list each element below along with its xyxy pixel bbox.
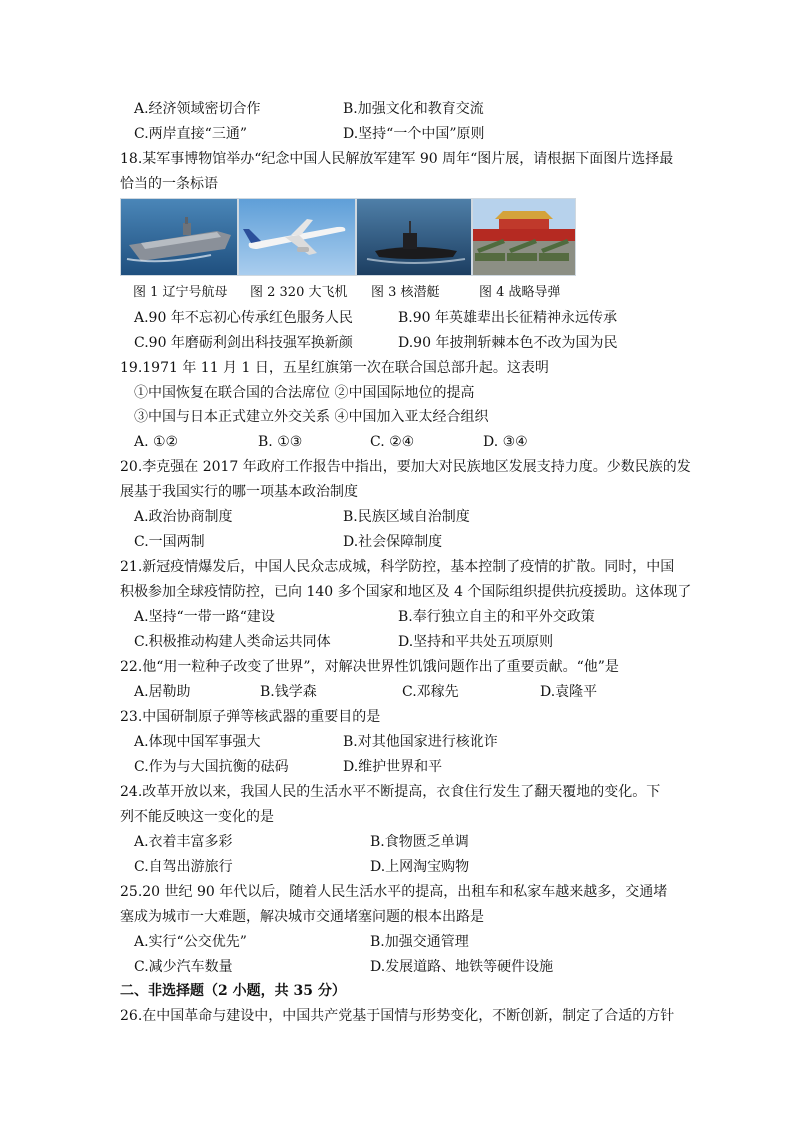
q17-option-c: C.两岸直接“三通” (134, 126, 247, 142)
q20-option-b: B.民族区域自治制度 (343, 509, 470, 525)
q19-stem: 19.1971 年 11 月 1 日，五星红旗第一次在联合国总部升起。这表明 (120, 360, 549, 376)
q19-items-line2: ③中国与日本正式建立外交关系 ④中国加入亚太经合组织 (134, 409, 489, 425)
q25-option-c: C.减少汽车数量 (134, 959, 233, 975)
q25-option-a: A.实行“公交优先” (134, 934, 247, 950)
airliner-photo (238, 198, 356, 276)
q19-option-b: B. ①③ (258, 434, 303, 450)
figure-caption-1: 图 1 辽宁号航母 (133, 285, 228, 300)
q24-option-a: A.衣着丰富多彩 (134, 834, 233, 850)
q25-stem-line2: 塞成为城市一大难题，解决城市交通堵塞问题的根本出路是 (120, 909, 484, 925)
q18-option-a: A.90 年不忘初心传承红色服务人民 (134, 310, 353, 326)
aircraft-carrier-photo (120, 198, 238, 276)
q25-option-d: D.发展道路、地铁等硬件设施 (370, 959, 554, 975)
q24-option-c: C.自驾出游旅行 (134, 859, 233, 875)
figure-caption-2: 图 2 320 大飞机 (250, 285, 348, 300)
q25-stem-line1: 25.20 世纪 90 年代以后，随着人民生活水平的提高，出租车和私家车越来越多，交通堵 (120, 884, 668, 900)
section-heading: 二、非选择题（2 小题，共 35 分） (120, 983, 346, 999)
q20-option-d: D.社会保障制度 (343, 534, 443, 550)
q17-option-a: A.经济领域密切合作 (134, 101, 261, 117)
q18-option-b: B.90 年英雄辈出长征精神永远传承 (398, 310, 618, 326)
q24-option-d: D.上网淘宝购物 (370, 859, 470, 875)
q23-stem: 23.中国研制原子弹等核武器的重要目的是 (120, 709, 381, 725)
q25-option-b: B.加强交通管理 (370, 934, 469, 950)
q19-option-c: C. ②④ (370, 434, 415, 450)
q20-stem-line1: 20.李克强在 2017 年政府工作报告中指出，要加大对民族地区发展支持力度。少数民族的发 (120, 459, 691, 475)
q24-option-b: B.食物匮乏单调 (370, 834, 469, 850)
q19-option-a: A. ①② (134, 434, 179, 450)
figure-caption-3: 图 3 核潜艇 (371, 285, 440, 300)
q21-option-c: C.积极推动构建人类命运共同体 (134, 634, 331, 650)
q23-option-d: D.维护世界和平 (343, 759, 443, 775)
q18-option-c: C.90 年磨砺利剑出科技强军换新颜 (134, 335, 353, 351)
q23-option-b: B.对其他国家进行核讹诈 (343, 734, 498, 750)
figure-caption-4: 图 4 战略导弹 (479, 285, 561, 300)
q21-stem-line2: 积极参加全球疫情防控，已向 140 多个国家和地区及 4 个国际组织提供抗疫援助。这体现了 (120, 584, 692, 600)
q18-stem-line2: 恰当的一条标语 (120, 176, 218, 192)
q21-stem-line1: 21.新冠疫情爆发后，中国人民众志成城，科学防控，基本控制了疫情的扩散。同时，中国 (120, 559, 675, 575)
q22-option-c: C.邓稼先 (402, 684, 459, 700)
submarine-photo (356, 198, 472, 276)
q26-stem-line1: 26.在中国革命与建设中，中国共产党基于国情与形势变化，不断创新，制定了合适的方针 (120, 1008, 675, 1024)
q23-option-a: A.体现中国军事强大 (134, 734, 261, 750)
q20-stem-line2: 展基于我国实行的哪一项基本政治制度 (120, 484, 358, 500)
q23-option-c: C.作为与大国抗衡的砝码 (134, 759, 289, 775)
q22-stem: 22.他“用一粒种子改变了世界”，对解决世界性饥饿问题作出了重要贡献。“他”是 (120, 659, 619, 675)
q20-option-a: A.政治协商制度 (134, 509, 233, 525)
q22-option-d: D.袁隆平 (540, 684, 598, 700)
q18-stem-line1: 18.某军事博物馆举办“纪念中国人民解放军建军 90 周年“图片展，请根据下面图片选择最 (120, 151, 674, 167)
q17-option-d: D.坚持“一个中国”原则 (343, 126, 485, 142)
q17-option-b: B.加强文化和教育交流 (343, 101, 484, 117)
missile-parade-photo (472, 198, 576, 276)
q20-option-c: C.一国两制 (134, 534, 205, 550)
q19-items-line1: ①中国恢复在联合国的合法席位 ②中国国际地位的提高 (134, 385, 475, 401)
q24-stem-line1: 24.改革开放以来，我国人民的生活水平不断提高，衣食住行发生了翻天覆地的变化。下 (120, 784, 661, 800)
q24-stem-line2: 列不能反映这一变化的是 (120, 809, 274, 825)
q22-option-a: A.居勒助 (134, 684, 191, 700)
q19-option-d: D. ③④ (483, 434, 528, 450)
q21-option-d: D.坚持和平共处五项原则 (398, 634, 554, 650)
q18-option-d: D.90 年披荆斩棘本色不改为国为民 (398, 335, 618, 351)
q21-option-a: A.坚持“一带一路“建设 (134, 609, 275, 625)
q21-option-b: B.奉行独立自主的和平外交政策 (398, 609, 595, 625)
q22-option-b: B.钱学森 (260, 684, 317, 700)
